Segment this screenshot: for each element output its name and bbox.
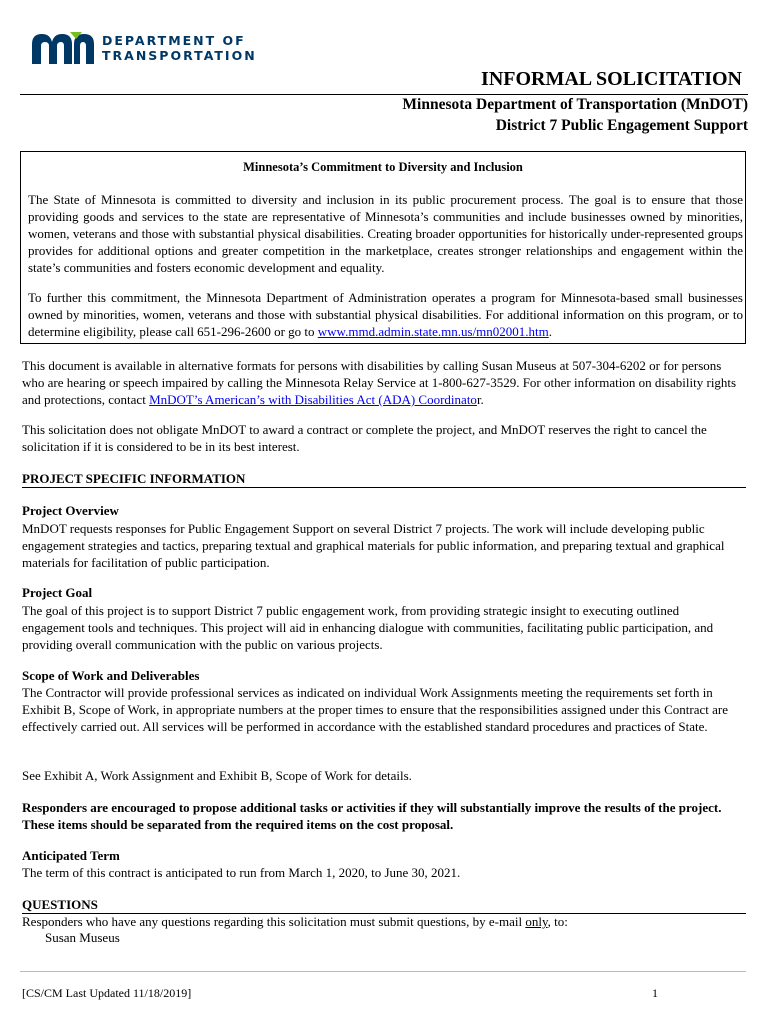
diversity-heading: Minnesota’s Commitment to Diversity and Inclusion xyxy=(243,160,523,174)
agency-name: Minnesota Department of Transportation (MnDOT) xyxy=(402,96,748,113)
mmd-program-link[interactable]: www.mmd.admin.state.mn.us/mn02001.htm xyxy=(317,324,549,339)
page-title: INFORMAL SOLICITATION xyxy=(481,68,742,90)
footer-divider xyxy=(20,971,746,972)
see-exhibit-text: See Exhibit A, Work Assignment and Exhibit B, Scope of Work for details. xyxy=(22,768,412,783)
questions-contact: Susan Museus xyxy=(45,930,120,945)
ada-coordinator-link[interactable]: MnDOT’s American’s with Disabilities Act (ADA) Coordinato xyxy=(149,392,477,407)
diversity-paragraph-2-end: . xyxy=(548,324,553,339)
diversity-paragraph-2 xyxy=(28,289,743,340)
scope-title: Scope of Work and Deliverables xyxy=(22,668,200,683)
accessibility-text: This document is available in alternative formats for persons with disabilities by calling Susan Museus at 507-304-6202 or for persons who are hearing or speech impaired by calling the Minnesota Relay Service at 1-800-627-3529. For other information on disability rights and protections, contact xyxy=(22,358,737,407)
questions-text xyxy=(22,913,742,930)
questions-section-title: QUESTIONS xyxy=(22,897,746,914)
overview-title: Project Overview xyxy=(22,503,119,518)
diversity-paragraph-2-text: To further this commitment, the Minnesota Department of Administration operates a program for Minnesota-based small businesses owned by minorities, women, veterans and those with substantial physical disabilities. For additional information on this program, or to determine eligibility, please call 651-296-2600 or go to xyxy=(28,290,743,339)
questions-text-after: , to: xyxy=(547,914,568,929)
accessibility-end: r. xyxy=(476,392,484,407)
diversity-paragraph-1: The State of Minnesota is committed to diversity and inclusion in its public procurement process. The goal is to ensure that those providing goods and services to the state are representative of Minnesota’s communities and include businesses owned by minorities, women, veterans and those with substantial physical disabilities. Creating broader opportunities for historically under-represented groups provides for additional options and greater competition in the marketplace, creates stronger relationships and engagement within the state’s communities and fosters economic development and equality. xyxy=(28,192,743,275)
project-name: District 7 Public Engagement Support xyxy=(495,117,748,134)
term-title: Anticipated Term xyxy=(22,848,120,863)
goal-title: Project Goal xyxy=(22,585,93,600)
title-divider xyxy=(20,94,748,95)
accessibility-paragraph xyxy=(22,357,742,408)
footer-revision: [CS/CM Last Updated 11/18/2019] xyxy=(22,986,192,1000)
logo-line-1: DEPARTMENT OF xyxy=(102,33,246,48)
term-text: The term of this contract is anticipated to run from March 1, 2020, to June 30, 2021. xyxy=(22,865,461,880)
logo-wordmark xyxy=(102,33,257,63)
goal-text: The goal of this project is to support District 7 public engagement work, from providing strategic insight to executing outlined engagement tools and techniques. This project will aid in enhancing dialogue with communities, facilitating public participation, and providing overall communication with the public on various projects. xyxy=(22,603,714,652)
project-section-title: PROJECT SPECIFIC INFORMATION xyxy=(22,471,746,488)
questions-text-before: Responders who have any questions regarding this solicitation must submit questions, by e-mail xyxy=(22,914,526,929)
scope-text: The Contractor will provide professional services as indicated on individual Work Assignments meeting the requirements set forth in Exhibit B, Scope of Work, in appropriate numbers at the proper times to ensure that the responsibilities assigned under this Contract are effectively carried out. All services will be performed in accordance with the established standard procedures and practices of State. xyxy=(22,685,728,734)
page-number: 1 xyxy=(652,986,658,1000)
questions-emphasis: only xyxy=(525,914,548,929)
overview-text: MnDOT requests responses for Public Engagement Support on several District 7 projects. The work will include developing public engagement strategies and tactics, preparing textual and graphical materials for public information, and preparing textual and graphical materials for facilitation of public participation. xyxy=(22,521,725,570)
logo-line-2: TRANSPORTATION xyxy=(102,48,257,63)
mn-logo-icon xyxy=(30,30,98,66)
obligation-paragraph: This solicitation does not obligate MnDOT to award a contract or complete the project, and MnDOT reserves the right to cancel the solicitation if it is considered to be in its best interest. xyxy=(22,422,707,454)
mndot-logo xyxy=(30,30,260,66)
responders-note: Responders are encouraged to propose additional tasks or activities if they will substantially improve the results of the project. These items should be separated from the required items on the cost proposal. xyxy=(22,800,722,832)
